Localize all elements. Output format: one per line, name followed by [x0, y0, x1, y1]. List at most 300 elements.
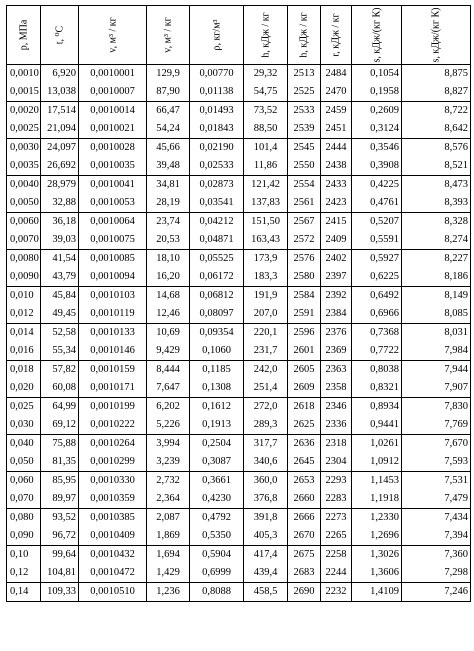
table-cell: 18,10 [147, 250, 190, 269]
table-cell: 54,75 [244, 83, 288, 102]
table-cell: 1,236 [147, 583, 190, 602]
table-row [7, 157, 471, 176]
table-cell: 1,4109 [352, 583, 402, 602]
table-cell: 0,01843 [190, 120, 244, 139]
table-cell: 1,0912 [352, 453, 402, 472]
table-cell: 317,7 [244, 435, 288, 454]
header-latent-heat [321, 6, 352, 65]
table-cell: 0,0010035 [79, 157, 147, 176]
table-cell: 2584 [288, 287, 321, 306]
table-cell: 0,0090 [7, 268, 41, 287]
table-cell: 0,0040 [7, 176, 41, 195]
table-cell: 2,732 [147, 472, 190, 491]
table-cell: 2423 [321, 194, 352, 213]
table-cell: 183,3 [244, 268, 288, 287]
table-cell: 6,920 [41, 65, 79, 84]
table-cell: 8,521 [402, 157, 471, 176]
table-cell: 2,087 [147, 509, 190, 528]
table-cell: 0,0015 [7, 83, 41, 102]
table-cell: 8,875 [402, 65, 471, 84]
table-cell: 2591 [288, 305, 321, 324]
table-cell: 0,7722 [352, 342, 402, 361]
table-cell: 0,6492 [352, 287, 402, 306]
table-cell: 3,239 [147, 453, 190, 472]
table-cell: 2484 [321, 65, 352, 84]
table-cell: 220,1 [244, 324, 288, 343]
table-cell: 2470 [321, 83, 352, 102]
table-cell: 2567 [288, 213, 321, 232]
table-cell: 7,907 [402, 379, 471, 398]
table-cell: 0,0010103 [79, 287, 147, 306]
table-row [7, 453, 471, 472]
table-row [7, 416, 471, 435]
table-cell: 2550 [288, 157, 321, 176]
table-cell: 163,43 [244, 231, 288, 250]
table-cell: 2244 [321, 564, 352, 583]
table-cell: 2572 [288, 231, 321, 250]
table-cell: 24,097 [41, 139, 79, 158]
table-cell: 101,4 [244, 139, 288, 158]
table-cell: 41,54 [41, 250, 79, 269]
table-row [7, 435, 471, 454]
header-enthalpy-liquid [244, 6, 288, 65]
table-cell: 8,473 [402, 176, 471, 195]
header-row [7, 6, 471, 65]
table-cell: 0,0010409 [79, 527, 147, 546]
table-row [7, 509, 471, 528]
table-cell: 1,869 [147, 527, 190, 546]
table-cell: 2397 [321, 268, 352, 287]
table-cell: 21,094 [41, 120, 79, 139]
table-cell: 2283 [321, 490, 352, 509]
table-cell: 0,9441 [352, 416, 402, 435]
table-cell: 0,1958 [352, 83, 402, 102]
table-cell: 0,0030 [7, 139, 41, 158]
table-cell: 7,360 [402, 546, 471, 565]
table-cell: 0,010 [7, 287, 41, 306]
table-cell: 8,444 [147, 361, 190, 380]
table-cell: 0,1054 [352, 65, 402, 84]
table-cell: 439,4 [244, 564, 288, 583]
table-cell: 7,769 [402, 416, 471, 435]
table-cell: 0,0010146 [79, 342, 147, 361]
table-cell: 2415 [321, 213, 352, 232]
table-cell: 0,0010385 [79, 509, 147, 528]
table-cell: 6,202 [147, 398, 190, 417]
table-cell: 417,4 [244, 546, 288, 565]
table-cell: 0,0010432 [79, 546, 147, 565]
table-cell: 0,050 [7, 453, 41, 472]
header-enthalpy-vapor [288, 6, 321, 65]
table-cell: 8,827 [402, 83, 471, 102]
table-cell: 2433 [321, 176, 352, 195]
table-cell: 104,81 [41, 564, 79, 583]
table-cell: 0,030 [7, 416, 41, 435]
table-cell: 0,0010085 [79, 250, 147, 269]
table-cell: 0,0010159 [79, 361, 147, 380]
table-cell: 2636 [288, 435, 321, 454]
table-cell: 7,246 [402, 583, 471, 602]
header-entropy-liquid [352, 6, 402, 65]
table-row [7, 176, 471, 195]
table-cell: 7,479 [402, 490, 471, 509]
table-cell: 191,9 [244, 287, 288, 306]
table-row [7, 83, 471, 102]
table-cell: 0,01493 [190, 102, 244, 121]
table-cell: 5,226 [147, 416, 190, 435]
table-cell: 29,32 [244, 65, 288, 84]
table-cell: 0,8321 [352, 379, 402, 398]
table-cell: 7,394 [402, 527, 471, 546]
table-cell: 0,0010222 [79, 416, 147, 435]
table-cell: 2539 [288, 120, 321, 139]
table-cell: 0,02190 [190, 139, 244, 158]
table-cell: 2670 [288, 527, 321, 546]
header-label: v, м³ / кг [162, 17, 174, 53]
table-row [7, 324, 471, 343]
table-cell: 0,0010007 [79, 83, 147, 102]
table-cell: 0,02873 [190, 176, 244, 195]
table-cell: 14,68 [147, 287, 190, 306]
table-cell: 0,0010053 [79, 194, 147, 213]
table-cell: 0,6999 [190, 564, 244, 583]
table-cell: 0,0070 [7, 231, 41, 250]
table-row [7, 305, 471, 324]
table-cell: 0,0010330 [79, 472, 147, 491]
table-cell: 0,0010510 [79, 583, 147, 602]
table-row [7, 287, 471, 306]
table-cell: 2265 [321, 527, 352, 546]
table-cell: 0,1913 [190, 416, 244, 435]
table-cell: 1,1918 [352, 490, 402, 509]
header-label: h, кДж / кг [298, 12, 310, 58]
table-row [7, 490, 471, 509]
table-cell: 0,060 [7, 472, 41, 491]
table-cell: 109,33 [41, 583, 79, 602]
table-cell: 73,52 [244, 102, 288, 121]
header-specific-volume-liquid [79, 6, 147, 65]
table-cell: 43,79 [41, 268, 79, 287]
table-cell: 0,4761 [352, 194, 402, 213]
table-cell: 11,86 [244, 157, 288, 176]
table-cell: 49,45 [41, 305, 79, 324]
table-row [7, 231, 471, 250]
table-cell: 2554 [288, 176, 321, 195]
table-cell: 2363 [321, 361, 352, 380]
table-row [7, 583, 471, 602]
table-cell: 2438 [321, 157, 352, 176]
table-row [7, 120, 471, 139]
table-cell: 45,66 [147, 139, 190, 158]
table-cell: 8,031 [402, 324, 471, 343]
table-cell: 0,0010264 [79, 435, 147, 454]
table-cell: 96,72 [41, 527, 79, 546]
table-cell: 0,8088 [190, 583, 244, 602]
table-cell: 2384 [321, 305, 352, 324]
table-cell: 1,429 [147, 564, 190, 583]
table-cell: 2666 [288, 509, 321, 528]
table-cell: 2346 [321, 398, 352, 417]
table-cell: 0,4792 [190, 509, 244, 528]
table-cell: 8,274 [402, 231, 471, 250]
table-cell: 60,08 [41, 379, 79, 398]
table-cell: 88,50 [244, 120, 288, 139]
table-cell: 207,0 [244, 305, 288, 324]
table-cell: 2580 [288, 268, 321, 287]
table-cell: 32,88 [41, 194, 79, 213]
table-row [7, 361, 471, 380]
table-cell: 2402 [321, 250, 352, 269]
table-cell: 0,03541 [190, 194, 244, 213]
table-cell: 0,1060 [190, 342, 244, 361]
table-cell: 9,429 [147, 342, 190, 361]
table-cell: 0,3546 [352, 139, 402, 158]
table-cell: 2609 [288, 379, 321, 398]
table-cell: 7,944 [402, 361, 471, 380]
table-cell: 2258 [321, 546, 352, 565]
header-label: p, МПа [18, 19, 29, 51]
table-body [7, 65, 471, 602]
table-cell: 340,6 [244, 453, 288, 472]
table-cell: 8,085 [402, 305, 471, 324]
table-cell: 2451 [321, 120, 352, 139]
header-specific-volume-vapor [147, 6, 190, 65]
table-cell: 1,2330 [352, 509, 402, 528]
table-cell: 0,0010064 [79, 213, 147, 232]
table-cell: 0,0010199 [79, 398, 147, 417]
table-cell: 251,4 [244, 379, 288, 398]
table-cell: 0,0010 [7, 65, 41, 84]
table-cell: 0,040 [7, 435, 41, 454]
table-cell: 0,10 [7, 546, 41, 565]
table-cell: 0,0020 [7, 102, 41, 121]
table-cell: 0,070 [7, 490, 41, 509]
table-cell: 0,05525 [190, 250, 244, 269]
table-cell: 2660 [288, 490, 321, 509]
table-cell: 2459 [321, 102, 352, 121]
table-cell: 2318 [321, 435, 352, 454]
table-cell: 0,0080 [7, 250, 41, 269]
table-cell: 89,97 [41, 490, 79, 509]
table-cell: 75,88 [41, 435, 79, 454]
table-cell: 85,95 [41, 472, 79, 491]
table-cell: 137,83 [244, 194, 288, 213]
table-cell: 64,99 [41, 398, 79, 417]
table-cell: 23,74 [147, 213, 190, 232]
table-cell: 0,1308 [190, 379, 244, 398]
table-cell: 2409 [321, 231, 352, 250]
table-cell: 0,00770 [190, 65, 244, 84]
table-cell: 0,4230 [190, 490, 244, 509]
table-cell: 242,0 [244, 361, 288, 380]
table-cell: 0,5904 [190, 546, 244, 565]
table-cell: 0,08097 [190, 305, 244, 324]
table-cell: 376,8 [244, 490, 288, 509]
table-cell: 99,64 [41, 546, 79, 565]
table-cell: 2601 [288, 342, 321, 361]
table-cell: 8,722 [402, 102, 471, 121]
table-cell: 0,0010028 [79, 139, 147, 158]
table-row [7, 527, 471, 546]
table-cell: 0,5207 [352, 213, 402, 232]
table-cell: 0,080 [7, 509, 41, 528]
table-cell: 2273 [321, 509, 352, 528]
steam-properties-table [6, 5, 471, 602]
table-cell: 2618 [288, 398, 321, 417]
table-cell: 2625 [288, 416, 321, 435]
table-cell: 0,3124 [352, 120, 402, 139]
table-cell: 0,0010299 [79, 453, 147, 472]
table-cell: 0,2609 [352, 102, 402, 121]
table-cell: 0,0025 [7, 120, 41, 139]
table-cell: 0,2504 [190, 435, 244, 454]
table-row [7, 268, 471, 287]
table-cell: 0,0010472 [79, 564, 147, 583]
table-cell: 129,9 [147, 65, 190, 84]
table-cell: 0,8934 [352, 398, 402, 417]
table-cell: 2376 [321, 324, 352, 343]
table-cell: 17,514 [41, 102, 79, 121]
table-cell: 2304 [321, 453, 352, 472]
table-cell: 0,0035 [7, 157, 41, 176]
table-cell: 69,12 [41, 416, 79, 435]
table-cell: 2293 [321, 472, 352, 491]
table-cell: 405,3 [244, 527, 288, 546]
table-cell: 2690 [288, 583, 321, 602]
table-cell: 0,04212 [190, 213, 244, 232]
table-cell: 360,0 [244, 472, 288, 491]
table-cell: 8,576 [402, 139, 471, 158]
table-cell: 7,593 [402, 453, 471, 472]
table-cell: 0,8038 [352, 361, 402, 380]
table-cell: 0,5350 [190, 527, 244, 546]
table-cell: 10,69 [147, 324, 190, 343]
table-cell: 7,830 [402, 398, 471, 417]
table-cell: 1,1453 [352, 472, 402, 491]
table-cell: 2675 [288, 546, 321, 565]
table-cell: 0,6225 [352, 268, 402, 287]
table-cell: 0,014 [7, 324, 41, 343]
table-cell: 272,0 [244, 398, 288, 417]
table-cell: 7,434 [402, 509, 471, 528]
table-cell: 0,3661 [190, 472, 244, 491]
table-cell: 8,149 [402, 287, 471, 306]
table-row [7, 213, 471, 232]
table-cell: 0,7368 [352, 324, 402, 343]
table-cell: 2683 [288, 564, 321, 583]
table-cell: 2605 [288, 361, 321, 380]
table-cell: 0,5591 [352, 231, 402, 250]
table-cell: 8,393 [402, 194, 471, 213]
header-pressure [7, 6, 41, 65]
table-row [7, 102, 471, 121]
table-cell: 45,84 [41, 287, 79, 306]
header-density [190, 6, 244, 65]
table-cell: 3,994 [147, 435, 190, 454]
table-cell: 39,48 [147, 157, 190, 176]
header-label: t, ⁰C [54, 25, 65, 45]
table-cell: 1,694 [147, 546, 190, 565]
table-cell: 231,7 [244, 342, 288, 361]
table-cell: 0,025 [7, 398, 41, 417]
table-cell: 2561 [288, 194, 321, 213]
header-label: r, кДж / кг [330, 13, 342, 57]
table-cell: 0,06172 [190, 268, 244, 287]
table-cell: 0,04871 [190, 231, 244, 250]
table-cell: 8,186 [402, 268, 471, 287]
header-temperature [41, 6, 79, 65]
table-cell: 289,3 [244, 416, 288, 435]
table-row [7, 139, 471, 158]
table-cell: 0,0010171 [79, 379, 147, 398]
table-cell: 0,14 [7, 583, 41, 602]
table-cell: 0,016 [7, 342, 41, 361]
table-cell: 0,0010075 [79, 231, 147, 250]
table-cell: 2232 [321, 583, 352, 602]
table-cell: 2336 [321, 416, 352, 435]
table-cell: 26,692 [41, 157, 79, 176]
table-cell: 151,50 [244, 213, 288, 232]
header-entropy-vapor [402, 6, 471, 65]
table-cell: 8,328 [402, 213, 471, 232]
table-cell: 52,58 [41, 324, 79, 343]
table-cell: 7,984 [402, 342, 471, 361]
table-row [7, 379, 471, 398]
table-cell: 66,47 [147, 102, 190, 121]
table-cell: 13,038 [41, 83, 79, 102]
header-label: v, м³ / кг [107, 17, 118, 53]
table-row [7, 342, 471, 361]
table-cell: 391,8 [244, 509, 288, 528]
table-cell: 1,0261 [352, 435, 402, 454]
table-cell: 54,24 [147, 120, 190, 139]
table-cell: 57,82 [41, 361, 79, 380]
table-cell: 0,012 [7, 305, 41, 324]
table-cell: 93,52 [41, 509, 79, 528]
table-cell: 2358 [321, 379, 352, 398]
table-cell: 1,3026 [352, 546, 402, 565]
table-cell: 81,35 [41, 453, 79, 472]
table-cell: 87,90 [147, 83, 190, 102]
table-cell: 0,0010133 [79, 324, 147, 343]
table-cell: 20,53 [147, 231, 190, 250]
table-cell: 0,02533 [190, 157, 244, 176]
table-cell: 173,9 [244, 250, 288, 269]
header-label: s, кДж/(кг К) [371, 7, 382, 63]
table-row [7, 546, 471, 565]
table-cell: 36,18 [41, 213, 79, 232]
table-cell: 0,01138 [190, 83, 244, 102]
table-cell: 2545 [288, 139, 321, 158]
header-label: s, кДж/(кг К) [430, 7, 442, 63]
header-label: ρ, кг/м³ [211, 19, 222, 51]
table-cell: 34,81 [147, 176, 190, 195]
table-cell: 0,06812 [190, 287, 244, 306]
table-cell: 12,46 [147, 305, 190, 324]
table-row [7, 564, 471, 583]
table-cell: 0,0050 [7, 194, 41, 213]
table-row [7, 472, 471, 491]
table-cell: 16,20 [147, 268, 190, 287]
table-cell: 458,5 [244, 583, 288, 602]
table-cell: 2392 [321, 287, 352, 306]
table-cell: 2525 [288, 83, 321, 102]
table-cell: 0,09354 [190, 324, 244, 343]
table-cell: 0,0010094 [79, 268, 147, 287]
table-cell: 1,3606 [352, 564, 402, 583]
table-cell: 0,020 [7, 379, 41, 398]
table-cell: 39,03 [41, 231, 79, 250]
